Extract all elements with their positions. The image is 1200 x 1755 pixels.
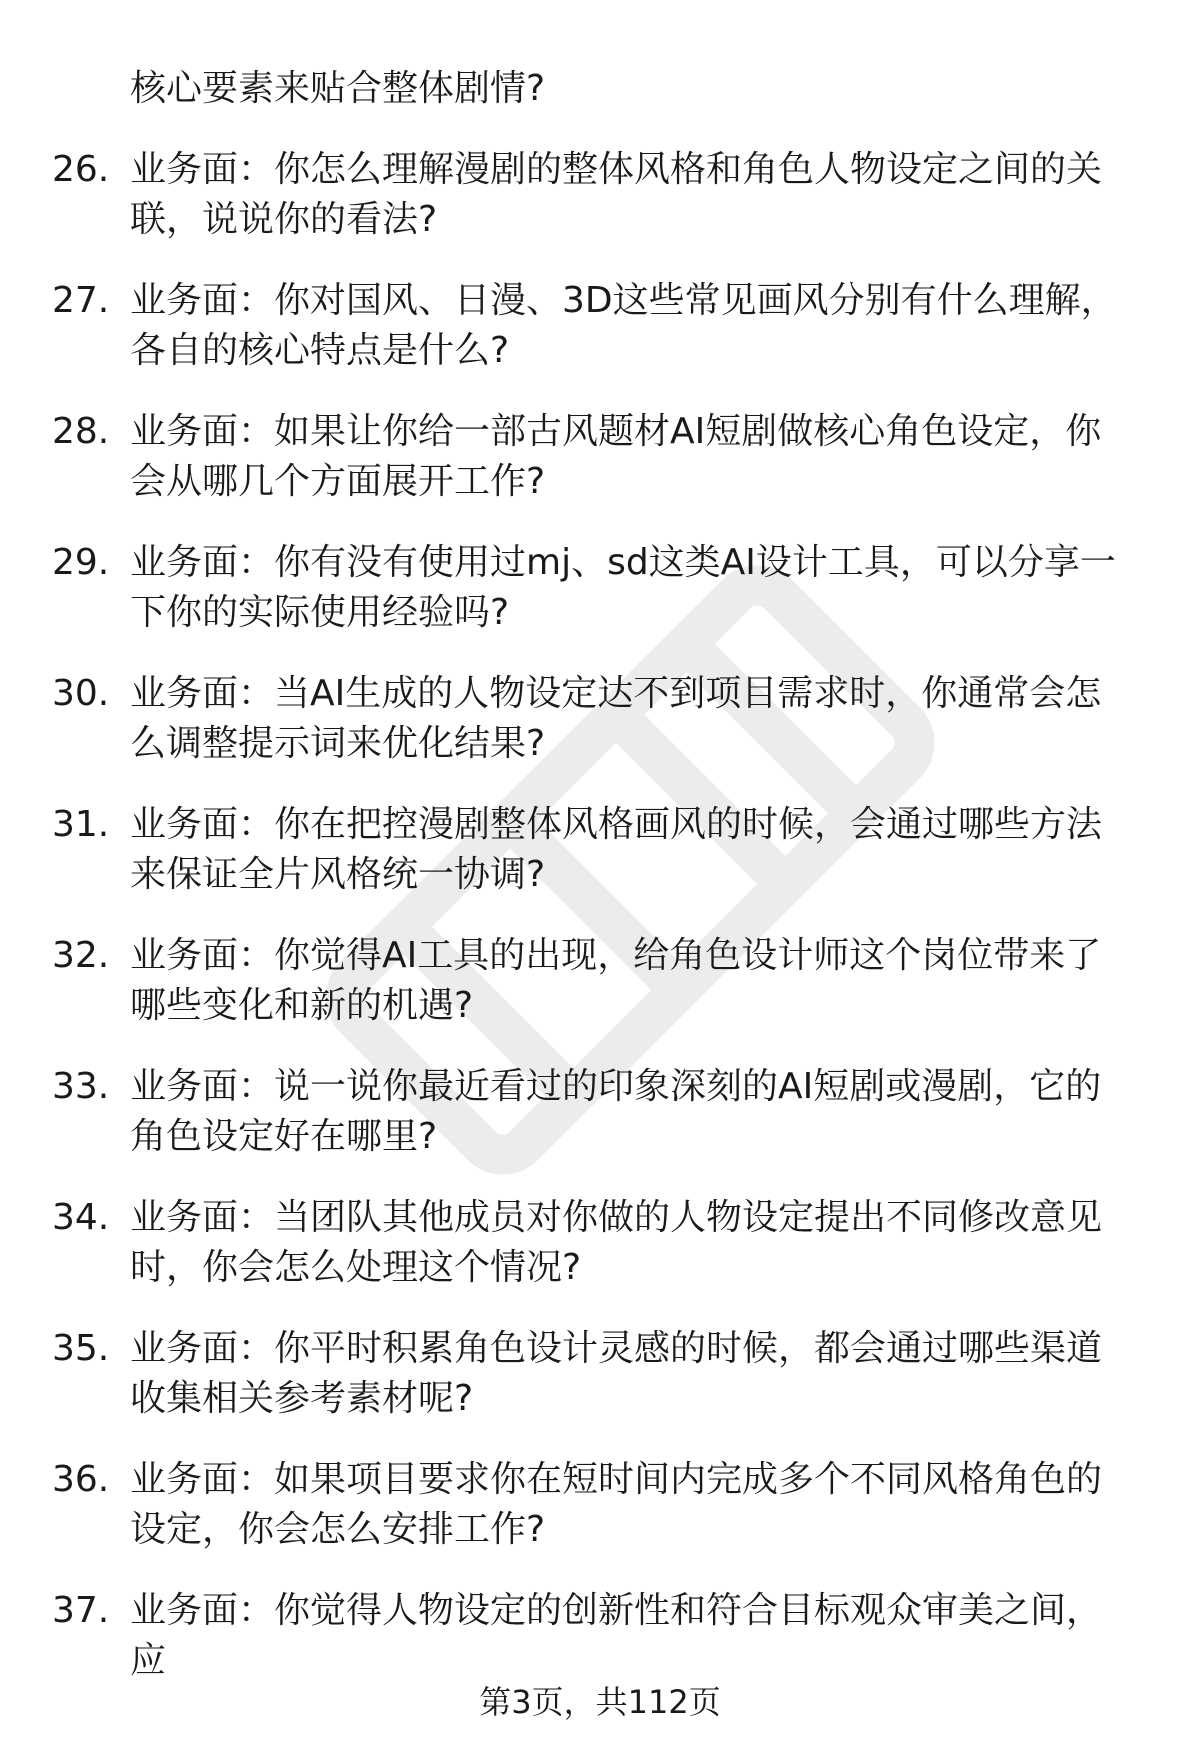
question-item [52,669,1152,800]
question-text: 业务面：当团队其他成员对你做的人物设定提出不同修改意见时，你会怎么处理这个情况? [130,1197,1103,1288]
question-number: 36. [52,1459,110,1500]
question-number: 28. [52,411,110,452]
question-number: 29. [52,542,110,583]
question-text: 业务面：你有没有使用过mj、sd这类AI设计工具，可以分享一下你的实际使用经验吗? [130,542,1116,633]
question-text: 业务面：如果项目要求你在短时间内完成多个不同风格角色的设定，你会怎么安排工作? [130,1459,1103,1550]
question-number: 31. [52,804,110,845]
question-item [52,407,1152,538]
question-text: 业务面：你觉得人物设定的创新性和符合目标观众审美之间，应 [130,1590,1103,1681]
question-text: 业务面：你对国风、日漫、3D这些常见画风分别有什么理解，各自的核心特点是什么? [130,280,1117,371]
question-text: 业务面：你觉得AI工具的出现，给角色设计师这个岗位带来了哪些变化和新的机遇? [130,935,1102,1026]
question-item [52,1193,1152,1324]
question-number: 37. [52,1590,110,1631]
question-item [52,1324,1152,1455]
question-number: 35. [52,1328,110,1369]
question-text: 业务面：你怎么理解漫剧的整体风格和角色人物设定之间的关联，说说你的看法? [130,149,1103,240]
question-item [52,145,1152,276]
question-text: 业务面：你平时积累角色设计灵感的时候，都会通过哪些渠道收集相关参考素材呢? [130,1328,1103,1419]
question-number: 32. [52,935,110,976]
question-number: 30. [52,673,110,714]
question-item [52,1062,1152,1193]
page-footer: 第3页，共112页 [479,1683,721,1721]
question-number: 27. [52,280,110,321]
question-text: 业务面：说一说你最近看过的印象深刻的AI短剧或漫剧，它的角色设定好在哪里? [130,1066,1102,1157]
question-item [52,276,1152,407]
question-item [52,931,1152,1062]
question-item [52,800,1152,931]
question-item [52,1455,1152,1586]
question-text: 业务面：你在把控漫剧整体风格画风的时候，会通过哪些方法来保证全片风格统一协调? [130,804,1103,895]
question-number: 33. [52,1066,110,1107]
continuation-text: 核心要素来贴合整体剧情? [130,68,546,109]
question-list [52,145,1152,1717]
question-text: 业务面：如果让你给一部古风题材AI短剧做核心角色设定，你会从哪几个方面展开工作? [130,411,1102,502]
question-item [52,538,1152,669]
question-number: 34. [52,1197,110,1238]
question-number: 26. [52,149,110,190]
question-text: 业务面：当AI生成的人物设定达不到项目需求时，你通常会怎么调整提示词来优化结果? [130,673,1102,764]
